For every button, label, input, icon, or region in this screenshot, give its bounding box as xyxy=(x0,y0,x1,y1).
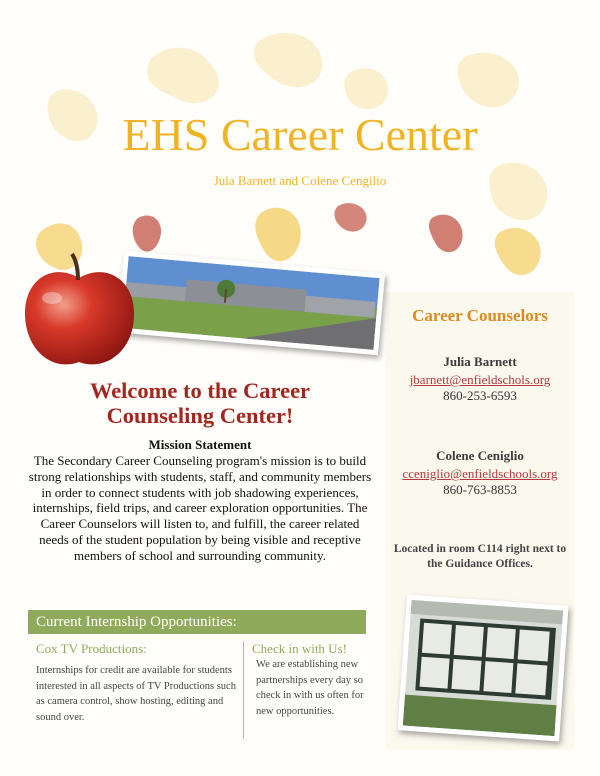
counselor-email-link[interactable]: jbarnett@enfieldschols.org xyxy=(409,372,551,387)
counselor-phone: 860-253-6593 xyxy=(443,388,517,403)
mission-title: Mission Statement xyxy=(148,437,252,452)
leaf-icon xyxy=(489,163,547,220)
apple-icon xyxy=(22,250,137,372)
school-building-image xyxy=(122,256,379,350)
welcome-heading xyxy=(40,378,360,428)
column-divider xyxy=(243,641,244,739)
leaf-icon xyxy=(495,228,541,275)
leaf-icon xyxy=(147,48,219,103)
counselors-heading: Career Counselors xyxy=(412,306,548,325)
welcome-heading-line: Welcome to the Career xyxy=(89,378,311,403)
counselor-email-link[interactable]: cceniglio@enfieldschools.org xyxy=(402,466,558,481)
cox-tv-description: Internships for credit are available for students interested in all aspects of TV Productions such as camera control, show hosting, editing and sound over. xyxy=(36,665,236,723)
leaf-icon xyxy=(334,203,366,231)
counselor-name: Colene Ceniglio xyxy=(436,448,524,463)
leaf-icon xyxy=(255,208,300,261)
office-location: Located in room C114 right next to the Guidance Offices. xyxy=(393,543,567,570)
leaf-icon xyxy=(457,53,519,108)
check-in-title: Check in with Us! xyxy=(252,641,347,656)
counselor-name: Julia Barnett xyxy=(443,354,517,369)
leaf-icon xyxy=(133,215,161,251)
welcome-heading-line: Counseling Center! xyxy=(106,403,294,428)
leaf-icon xyxy=(344,68,388,109)
internships-bar: Current Internship Opportunities: xyxy=(28,610,366,634)
guidance-office-image xyxy=(403,600,563,736)
leaf-icon xyxy=(254,33,322,87)
check-in-description: We are establishing new partnerships every day so check in with us often for new opportunities. xyxy=(256,659,364,717)
cox-tv-title: Cox TV Productions: xyxy=(36,641,147,656)
mission-statement: The Secondary Career Counseling program's mission is to build strong relationships with students, staff, and community members in order to connect students with job shadowing experiences, internships, field trips, and career exploration opportunities. The Career Counselors will listen to, and fulfill, the career related needs of the student population by being visible and receptive members of school and surrounding community. xyxy=(28,453,372,563)
office-photo xyxy=(397,595,568,742)
page-title: EHS Career Center xyxy=(122,109,478,160)
leaf-icon xyxy=(429,215,463,252)
page-subtitle: Jula Barnett and Colene Cengilio xyxy=(213,173,387,188)
counselor-phone: 860-763-8853 xyxy=(443,482,517,497)
